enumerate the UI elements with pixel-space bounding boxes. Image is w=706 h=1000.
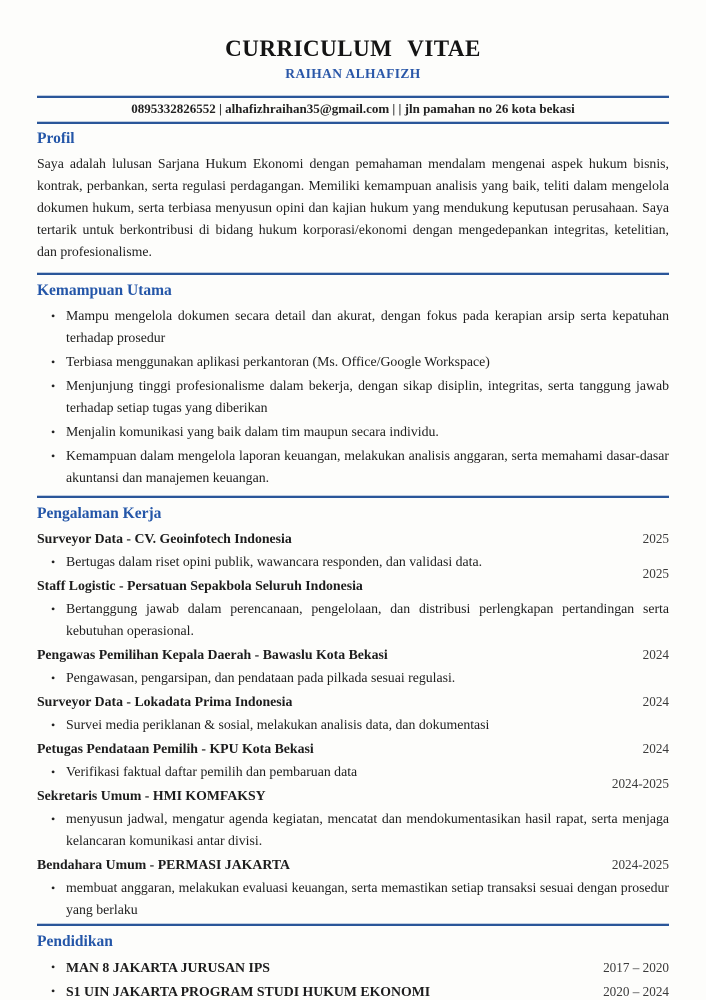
job-entry <box>37 566 669 642</box>
education-item <box>66 956 669 979</box>
job-title: Sekretaris Umum - HMI KOMFAKSY <box>37 788 266 803</box>
job-title: Surveyor Data - Lokadata Prima Indonesia <box>37 694 293 709</box>
job-entry-head <box>37 644 669 665</box>
education-item <box>66 980 669 1000</box>
section-kemampuan <box>37 282 669 489</box>
job-entry <box>37 644 669 689</box>
job-bullets <box>37 761 669 783</box>
job-title: Petugas Pendataan Pemilih - KPU Kota Bekasi <box>37 741 314 756</box>
list-item: • Terbiasa menggunakan aplikasi perkantoran (Ms. Office/Google Workspace) <box>66 351 669 373</box>
job-title: Staff Logistic - Persatuan Sepakbola Seluruh Indonesia <box>37 578 363 593</box>
header-divider-bottom <box>37 121 669 124</box>
section-divider <box>37 272 669 275</box>
job-bullets <box>37 667 669 689</box>
job-year: 2024-2025 <box>611 857 669 872</box>
section-pengalaman <box>37 505 669 921</box>
profil-heading: Profil <box>37 130 75 147</box>
pendidikan-heading: Pendidikan <box>37 933 113 950</box>
pengalaman-heading: Pengalaman Kerja <box>37 505 162 522</box>
job-bullets <box>37 877 669 921</box>
list-item: • membuat anggaran, melakukan evaluasi keuangan, serta memastikan setiap transaksi sesuai dengan prosedur yang berlaku <box>66 877 669 921</box>
job-title: Pengawas Pemilihan Kepala Daerah - Bawaslu Kota Bekasi <box>37 647 388 662</box>
list-item: • Bertugas dalam riset opini publik, wawancara responden, dan validasi data. <box>66 551 669 573</box>
education-years: 2017 – 2020 <box>603 960 669 975</box>
person-name: RAIHAN ALHAFIZH <box>285 66 421 81</box>
job-entry <box>37 691 669 736</box>
list-item: • Pengawasan, pengarsipan, dan pendataan pada pilkada sesuai regulasi. <box>66 667 669 689</box>
list-item: • Kemampuan dalam mengelola laporan keuangan, melakukan analisis anggaran, serta memahami dasar-dasar akuntansi dan manajemen keuangan. <box>66 445 669 489</box>
job-entry-head <box>37 738 669 759</box>
job-entry <box>37 528 669 573</box>
job-bullets <box>37 551 669 573</box>
education-school: • MAN 8 JAKARTA JURUSAN IPS <box>66 960 270 975</box>
job-year: 2024 <box>642 694 669 709</box>
list-item: • menyusun jadwal, mengatur agenda kegiatan, mencatat dan mendokumentasikan hasil rapat, serta menjaga kelancaran komunikasi antar divisi. <box>66 808 669 852</box>
section-profil <box>37 130 669 263</box>
section-divider <box>37 923 669 926</box>
job-entry-head <box>37 566 669 596</box>
job-bullets <box>37 808 669 852</box>
job-title: Surveyor Data - CV. Geoinfotech Indonesia <box>37 531 292 546</box>
job-year: 2024 <box>642 647 669 662</box>
list-item: • Menjalin komunikasi yang baik dalam tim maupun secara individu. <box>66 421 669 443</box>
job-entry <box>37 738 669 783</box>
list-item: • Bertanggung jawab dalam perencanaan, pengelolaan, dan distribusi perlengkapan pertandingan serta kebutuhan operasional. <box>66 598 669 642</box>
job-bullets <box>37 598 669 642</box>
job-entry-head <box>37 528 669 549</box>
education-school: • S1 UIN JAKARTA PROGRAM STUDI HUKUM EKONOMI <box>66 984 431 999</box>
profil-paragraph: Saya adalah lulusan Sarjana Hukum Ekonomi dengan pemahaman mendalam mengenai aspek hukum bisnis, kontrak, perbankan, serta regulasi perdagangan. Memiliki kemampuan analisis yang baik, teliti dalam mengelola dokumen hukum, serta terbiasa menyusun opini dan kajian hukum yang mendukung keputusan perusahaan. Saya tertarik untuk berkontribusi di bidang hukum korporasi/ekonomi dengan mengedepankan integritas, ketelitian, dan profesionalisme. <box>37 156 669 259</box>
kemampuan-heading: Kemampuan Utama <box>37 282 172 299</box>
section-pendidikan <box>37 933 669 1000</box>
list-item: • Mampu mengelola dokumen secara detail dan akurat, dengan fokus pada kerapian arsip serta kepatuhan terhadap prosedur <box>66 305 669 349</box>
list-item: • Menjunjung tinggi profesionalisme dalam bekerja, dengan sikap disiplin, integritas, serta tanggung jawab terhadap setiap tugas yang diberikan <box>66 375 669 419</box>
kemampuan-list <box>37 305 669 489</box>
job-bullets <box>37 714 669 736</box>
job-title: Bendahara Umum - PERMASI JAKARTA <box>37 857 290 872</box>
job-year: 2025 <box>642 566 669 581</box>
job-entry-head <box>37 691 669 712</box>
job-entry <box>37 776 669 852</box>
list-item: • Verifikasi faktual daftar pemilih dan pembaruan data <box>66 761 669 783</box>
job-year: 2025 <box>642 531 669 546</box>
job-year: 2024-2025 <box>611 776 669 791</box>
job-year: 2024 <box>642 741 669 756</box>
document-title: CURRICULUM VITAE <box>225 36 481 61</box>
section-divider <box>37 495 669 498</box>
job-entry-head <box>37 776 669 806</box>
education-years: 2020 – 2024 <box>603 984 669 999</box>
contact-info: 0895332826552 | alhafizhraihan35@gmail.com | | jln pamahan no 26 kota bekasi <box>131 101 575 116</box>
job-entry-head <box>37 854 669 875</box>
pendidikan-list <box>37 956 669 1000</box>
job-entry <box>37 854 669 921</box>
list-item: • Survei media periklanan & sosial, melakukan analisis data, dan dokumentasi <box>66 714 669 736</box>
